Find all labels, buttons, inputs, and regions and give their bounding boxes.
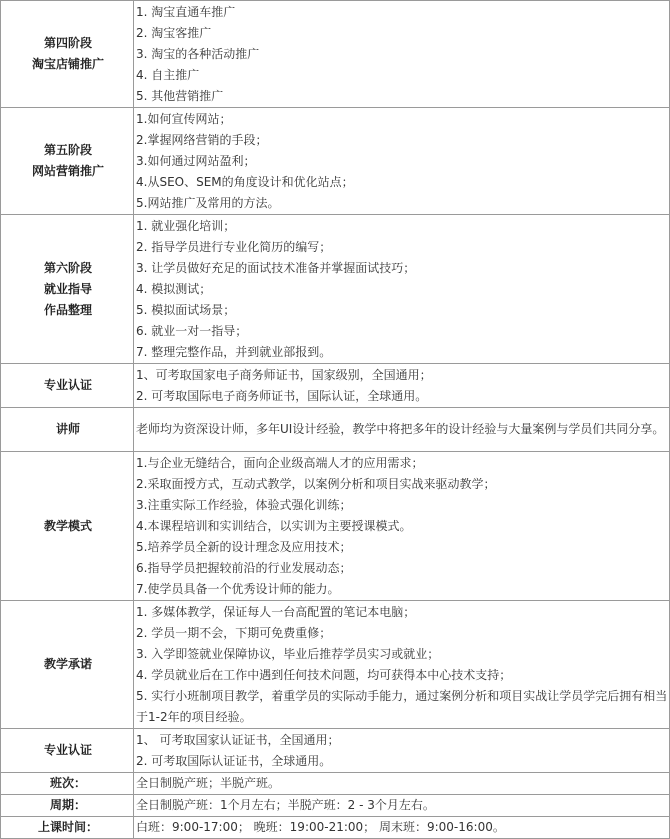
list-item: 全日制脱产班；半脱产班。 (136, 776, 281, 790)
list-item: 5.培养学员全新的设计理念及应用技术； (136, 539, 352, 554)
label-line: 专业认证 (43, 743, 92, 757)
label-line: 讲师 (55, 422, 80, 436)
row-content (134, 408, 670, 452)
table-row (1, 773, 670, 795)
list-item: 1、可考取国家电子商务师证书，国家级别，全国通用； (136, 367, 432, 382)
list-item: 2. 淘宝客推广 (136, 25, 212, 40)
row-content (134, 1, 670, 108)
paragraph: 5. 实行小班制项目教学，着重学员的实际动手能力，通过案例分析和项目实战让学员学完后拥有相当于1-2年的项目经验。 (136, 688, 668, 724)
row-label (1, 601, 134, 729)
table-row (1, 364, 670, 408)
row-label (1, 1, 134, 108)
label-line: 周期： (49, 798, 86, 812)
list-item: 2.掌握网络营销的手段； (136, 132, 268, 147)
row-label (1, 108, 134, 215)
list-item: 全日制脱产班：1个月左右；半脱产班：2 - 3个月左右。 (136, 798, 435, 812)
label-line: 班次： (49, 776, 86, 790)
row-content (134, 601, 670, 729)
list-item: 白班：9:00-17:00； 晚班：19:00-21:00； 周末班：9:00-16:00。 (136, 820, 505, 834)
list-item: 6.指导学员把握较前沿的行业发展动态； (136, 560, 352, 575)
row-content (134, 817, 670, 839)
table-row (1, 452, 670, 601)
row-label (1, 452, 134, 601)
table-row (1, 729, 670, 773)
list-item: 1.如何宣传网站； (136, 111, 232, 126)
list-item: 3.注重实际工作经验，体验式强化训练； (136, 497, 352, 512)
list-item: 4.本课程培训和实训结合，以实训为主要授课模式。 (136, 518, 412, 533)
label-line: 第四阶段 (43, 36, 92, 50)
label-line: 教学模式 (43, 518, 92, 533)
label-line: 淘宝店铺推广 (31, 57, 104, 71)
list-item: 5. 其他营销推广 (136, 88, 224, 103)
table-row (1, 601, 670, 729)
list-item: 7.使学员具备一个优秀设计师的能力。 (136, 581, 340, 596)
label-line: 第五阶段 (43, 143, 92, 157)
list-item: 1. 淘宝直通车推广 (136, 4, 236, 19)
label-line: 就业指导 (43, 281, 92, 296)
row-label (1, 364, 134, 408)
row-label (1, 773, 134, 795)
list-item: 5. 模拟面试场景； (136, 302, 236, 317)
list-item: 6. 就业一对一指导； (136, 323, 248, 338)
table-row (1, 108, 670, 215)
list-item: 2. 指导学员进行专业化简历的编写； (136, 239, 332, 254)
list-item: 2. 可考取国际电子商务师证书，国际认证，全球通用。 (136, 388, 428, 403)
list-item: 1.与企业无缝结合，面向企业级高端人才的应用需求； (136, 455, 424, 470)
list-item: 4. 模拟测试； (136, 281, 212, 296)
list-item: 2. 可考取国际认证证书，全球通用。 (136, 753, 332, 768)
label-line: 第六阶段 (43, 260, 92, 275)
list-item: 1、 可考取国家认证证书，全国通用； (136, 732, 340, 747)
list-item: 5.网站推广及常用的方法。 (136, 195, 280, 210)
list-item: 3. 让学员做好充足的面试技术准备并掌握面试技巧； (136, 260, 416, 275)
table-row (1, 817, 670, 839)
list-item: 3. 淘宝的各种活动推广 (136, 46, 260, 61)
label-line: 上课时间： (37, 820, 98, 834)
list-item: 3. 入学即签就业保障协议，毕业后推荐学员实习或就业； (136, 646, 440, 661)
paragraph: 老师均为资深设计师，多年UI设计经验，教学中将把多年的设计经验与大量案例与学员们共同分享。 (136, 422, 665, 436)
label-line: 教学承诺 (43, 657, 92, 671)
list-item: 2. 学员一期不会，下期可免费重修； (136, 625, 332, 640)
row-content (134, 215, 670, 364)
label-line: 网站营销推广 (31, 164, 104, 178)
list-item: 2.采取面授方式，互动式教学，以案例分析和项目实战来驱动教学； (136, 476, 496, 491)
row-content (134, 729, 670, 773)
row-label (1, 795, 134, 817)
table-row (1, 408, 670, 452)
list-item: 3.如何通过网站盈利； (136, 153, 256, 168)
label-line: 作品整理 (43, 302, 92, 317)
row-content (134, 452, 670, 601)
list-item: 7. 整理完整作品，并到就业部报到。 (136, 344, 332, 359)
row-label (1, 408, 134, 452)
row-content (134, 364, 670, 408)
row-content (134, 773, 670, 795)
list-item: 1. 多媒体教学，保证每人一台高配置的笔记本电脑； (136, 604, 416, 619)
table-row (1, 215, 670, 364)
row-label (1, 215, 134, 364)
row-label (1, 729, 134, 773)
list-item: 4. 学员就业后在工作中遇到任何技术问题，均可获得本中心技术支持； (136, 667, 512, 682)
table-row (1, 1, 670, 108)
label-line: 专业认证 (43, 378, 92, 392)
table-row (1, 795, 670, 817)
list-item: 1. 就业强化培训； (136, 218, 236, 233)
row-content (134, 108, 670, 215)
list-item: 4. 自主推广 (136, 67, 200, 82)
list-item: 4.从SEO、SEM的角度设计和优化站点； (136, 174, 354, 189)
row-content (134, 795, 670, 817)
row-label (1, 817, 134, 839)
